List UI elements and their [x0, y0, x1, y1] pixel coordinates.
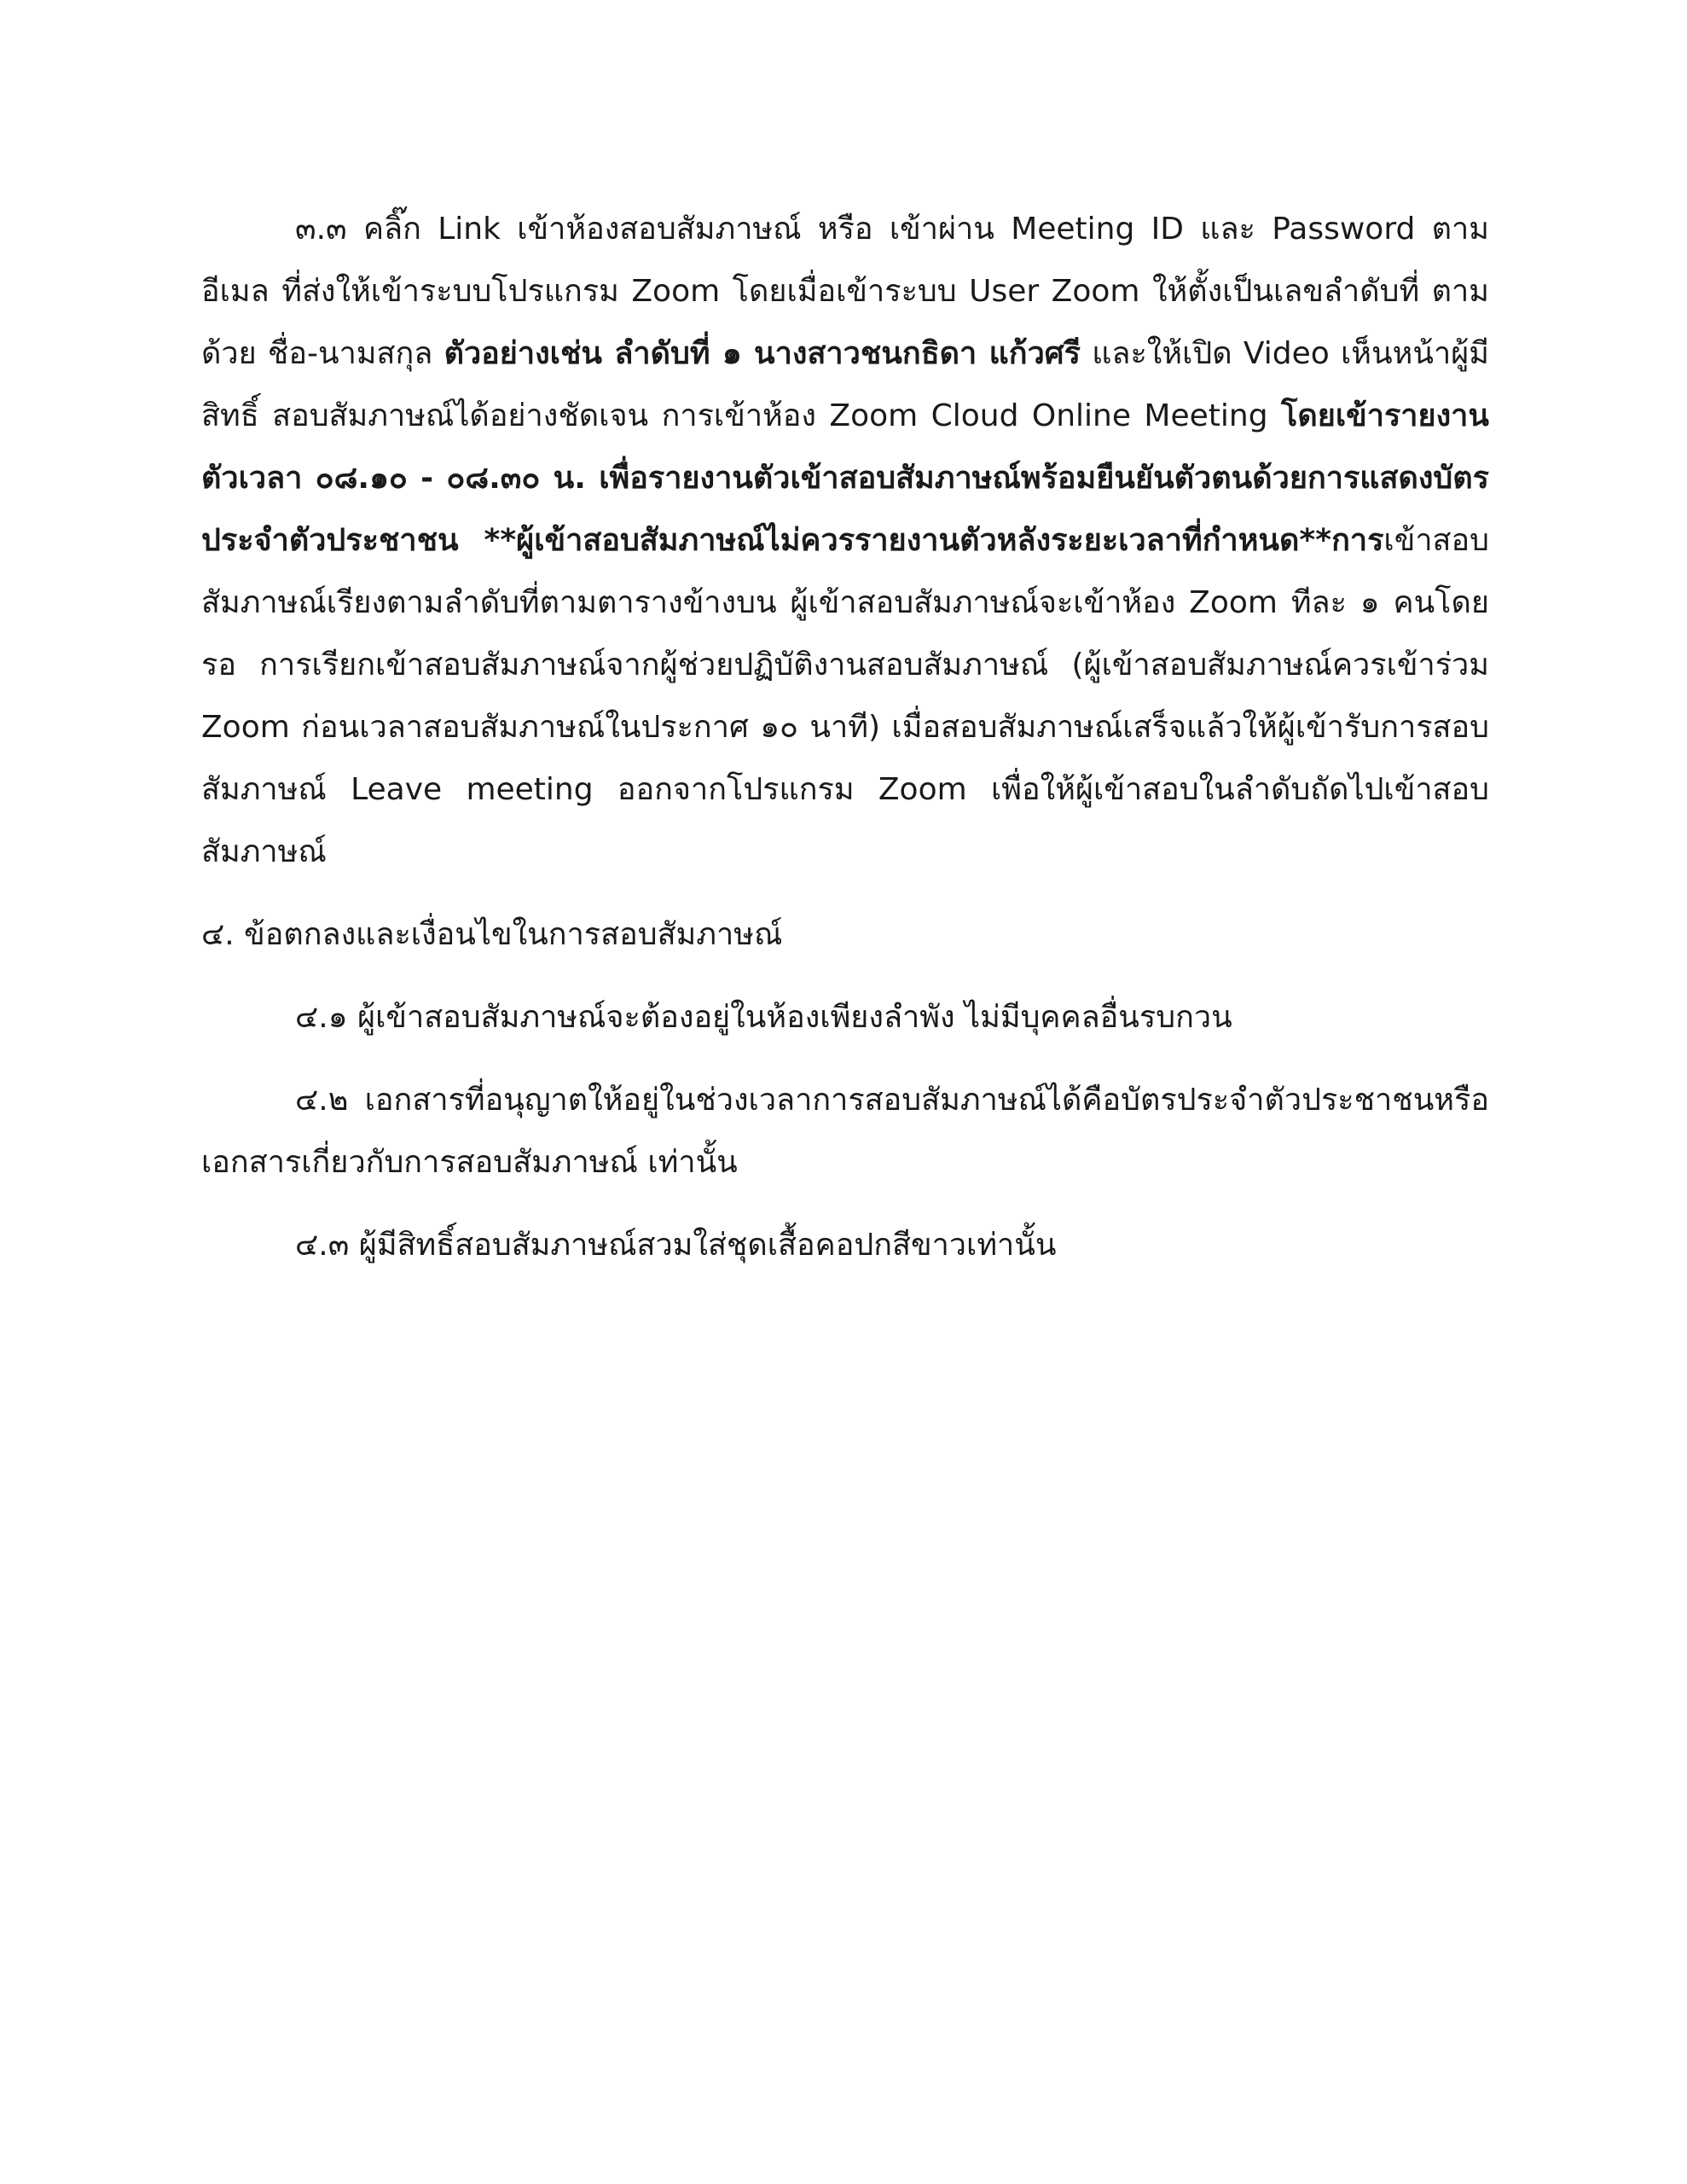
- document-body: [201, 198, 1489, 1276]
- paragraph-3-3-text-3: เข้าสอบ สัมภาษณ์เรียงตามลำดับที่ตามตารางข้างบน ผู้เข้าสอบสัมภาษณ์จะเข้าห้อง Zoom ทีละ ๑ คนโดยรอ การเรียกเข้าสอบสัมภาษณ์จากผู้ช่วยปฏิบัติงานสอบสัมภาษณ์ (ผู้เข้าสอบสัมภาษณ์ควรเข้าร่วม Zoom ก่อนเวลาสอบสัมภาษณ์ในประกาศ ๑๐ นาที) เมื่อสอบสัมภาษณ์เสร็จแล้วให้ผู้เข้ารับการสอบสัมภาษณ์ Leave meeting ออกจากโปรแกรม Zoom เพื่อให้ผู้เข้าสอบในลำดับถัดไปเข้าสอบสัมภาษณ์: [201, 523, 1489, 869]
- paragraph-4-3: ๔.๓ ผู้มีสิทธิ์สอบสัมภาษณ์สวมใส่ชุดเสื้อคอปกสีขาวเท่านั้น: [295, 1228, 1057, 1263]
- paragraph-3-3-report-time-bold: โดยเข้ารายงานตัวเวลา ๐๘.๑๐ - ๐๘.๓๐ น. เพื่อรายงานตัวเข้าสอบสัมภาษณ์พร้อมยืนยันตัวตนด้วยการแสดงบัตรประจำตัวประชาชน **ผู้เข้าสอบสัมภาษณ์ไม่ควรรายงานตัวหลังระยะเวลาที่กำหนด**การ: [201, 398, 1489, 558]
- paragraph-3-3-text-2: และให้เปิด Video เห็นหน้าผู้มีสิทธิ์ สอบสัมภาษณ์ได้อย่างชัดเจน การเข้าห้อง Zoom Cloud Online Meeting: [201, 336, 1489, 433]
- paragraph-4-1: ๔.๑ ผู้เข้าสอบสัมภาษณ์จะต้องอยู่ในห้องเพียงลำพัง ไม่มีบุคคลอื่นรบกวน: [295, 1000, 1232, 1035]
- paragraph-4-2: ๔.๒ เอกสารที่อนุญาตให้อยู่ในช่วงเวลาการสอบสัมภาษณ์ได้คือบัตรประจำตัวประชาชนหรือ เอกสารเกี่ยวกับการสอบสัมภาษณ์ เท่านั้น: [201, 1083, 1489, 1180]
- paragraph-3-3-example-bold: ตัวอย่างเช่น ลำดับที่ ๑ นางสาวชนกธิดา แก้วศรี: [443, 336, 1081, 371]
- paragraph-3-3: [201, 198, 1489, 883]
- paragraph-3-3-text-1: ๓.๓ คลิ๊ก Link เข้าห้องสอบสัมภาษณ์ หรือ เข้าผ่าน Meeting ID และ Password ตามอีเมล ที่ส่งให้เข้าระบบโปรแกรม Zoom โดยเมื่อเข้าระบบ User Zoom ให้ตั้งเป็นเลขลำดับที่ ตามด้วย ชื่อ-นามสกุล: [201, 212, 1489, 371]
- section-4-heading: ๔. ข้อตกลงและเงื่อนไขในการสอบสัมภาษณ์: [201, 917, 783, 952]
